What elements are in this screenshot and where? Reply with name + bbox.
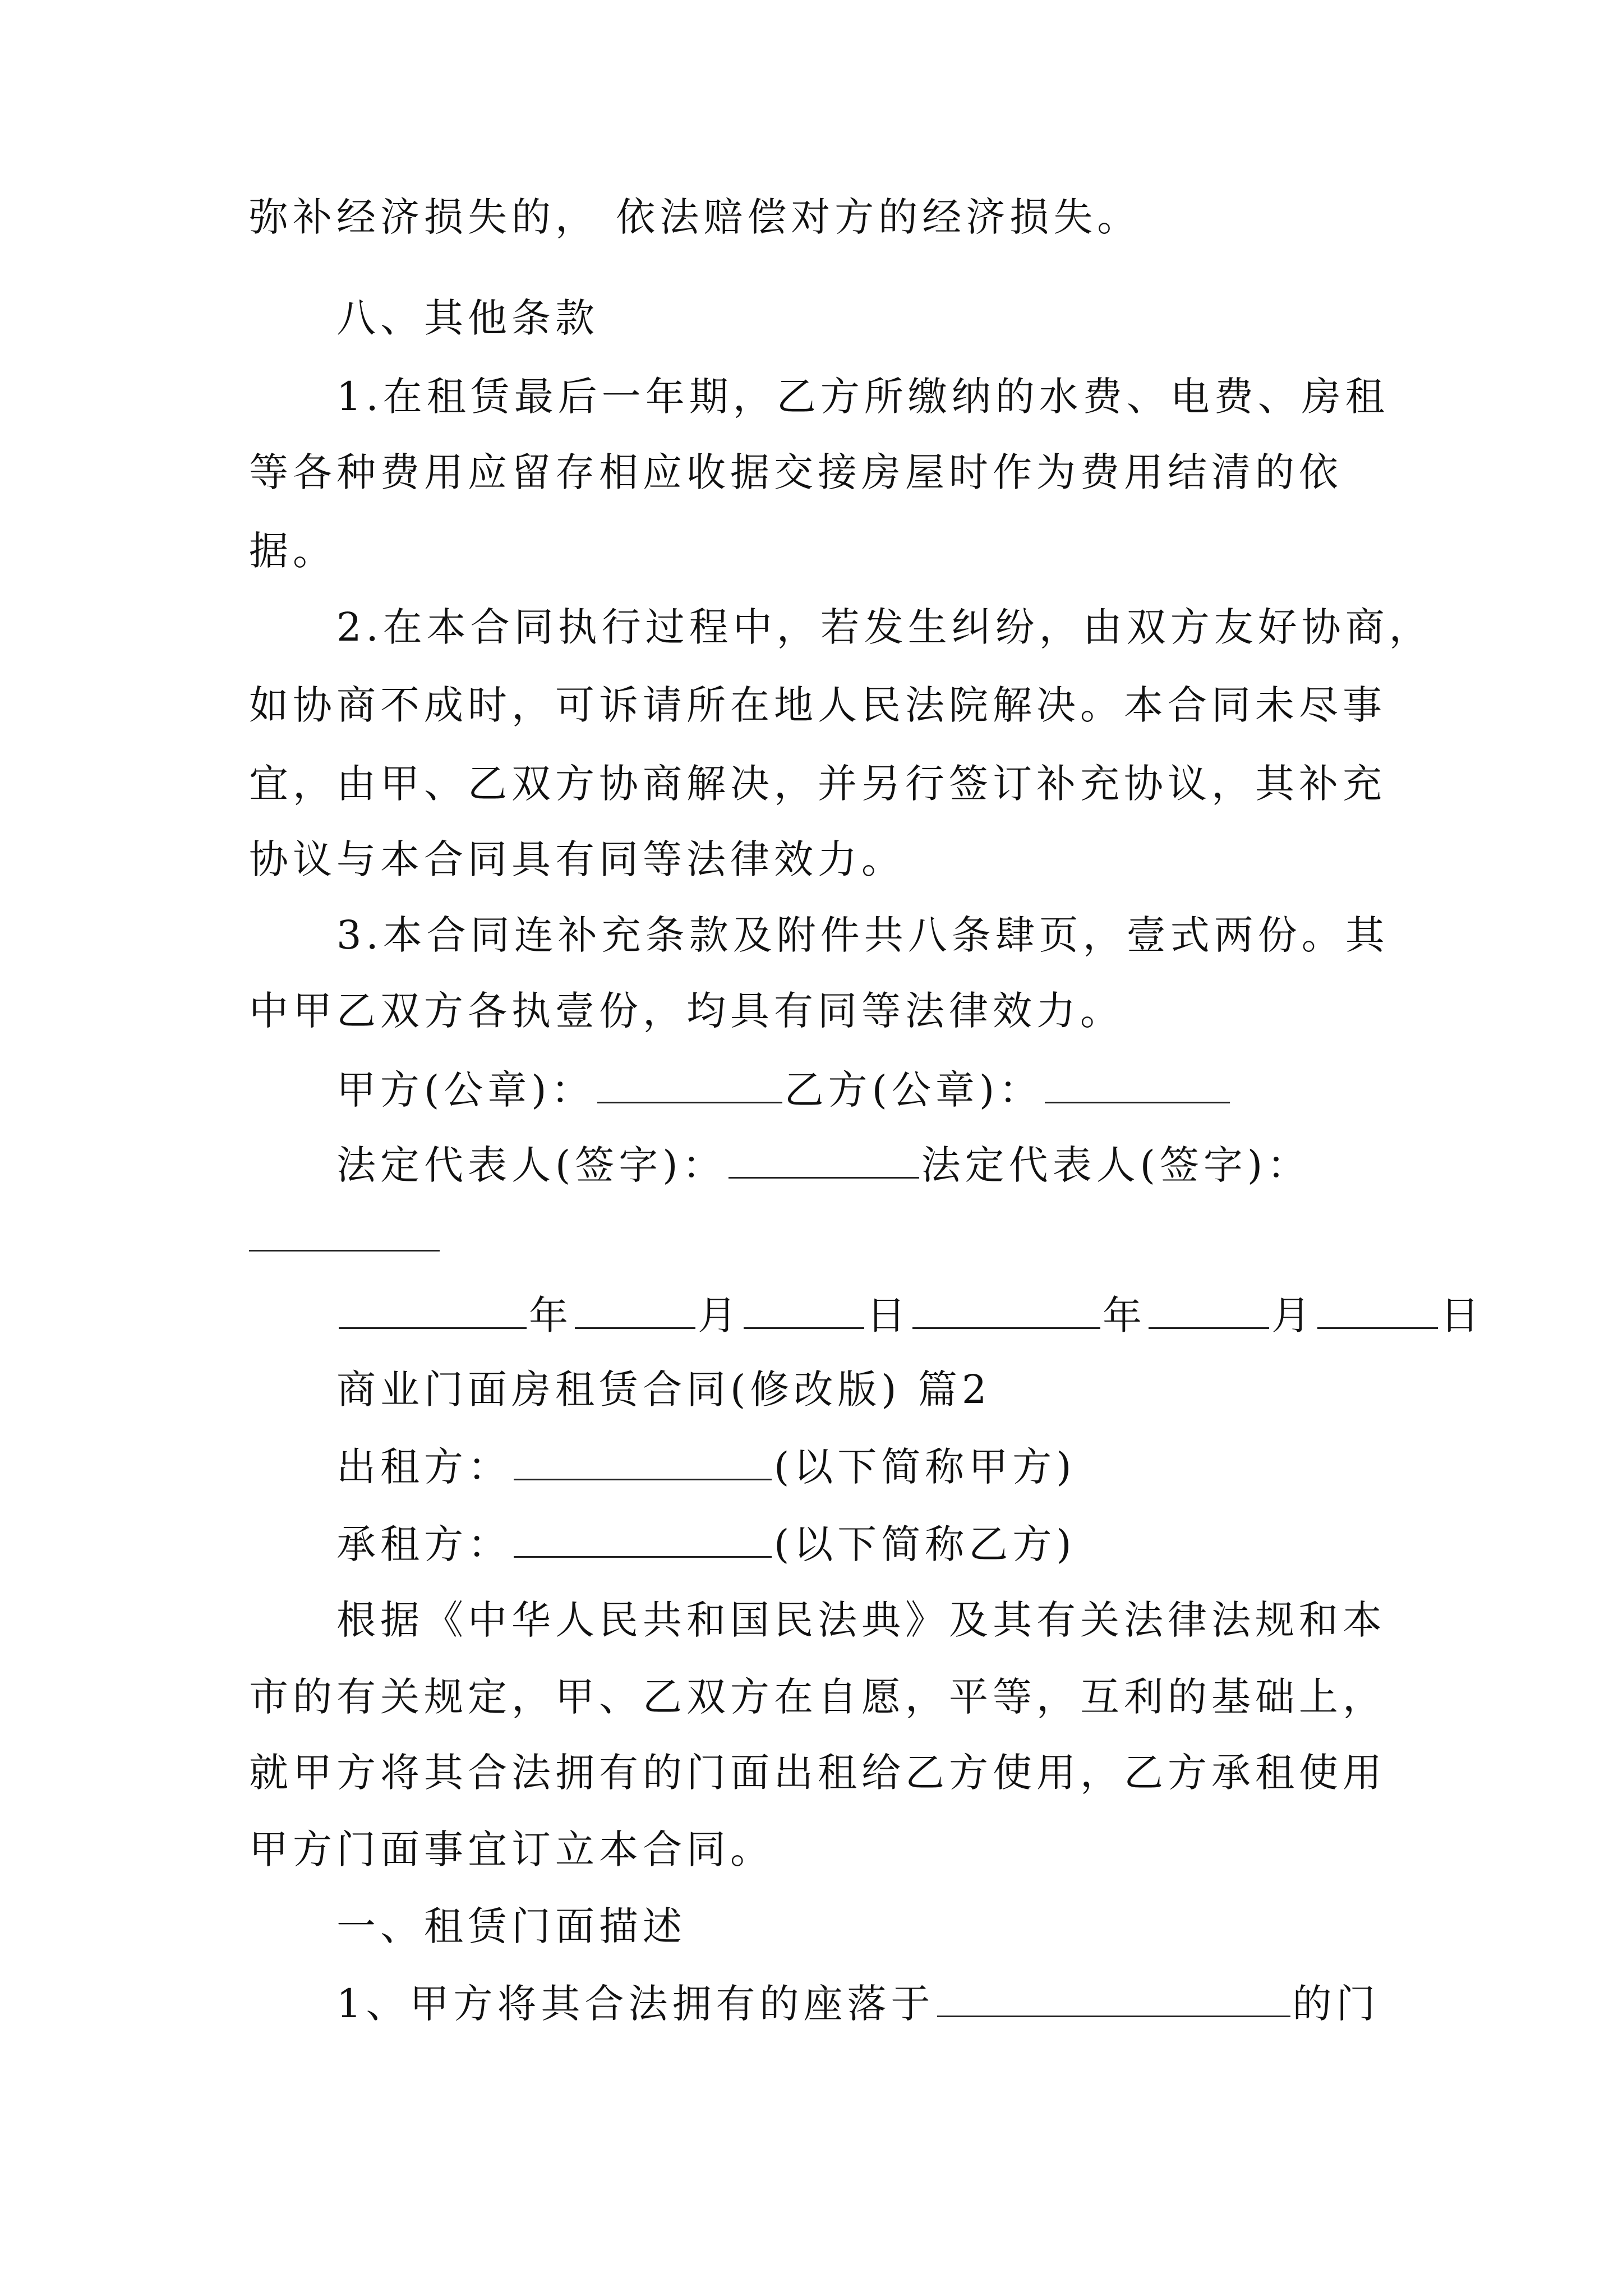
month-blank: [575, 1290, 695, 1329]
date-line: [336, 1290, 1484, 1339]
party-a-seal-label: 甲方(公章)：: [336, 1067, 595, 1113]
paragraph-line: 根据《中华人民共和国民法典》及其有关法律法规和本: [336, 1597, 1386, 1643]
paragraph-line: 宜，由甲、乙双方协商解决，并另行签订补充协议，其补充: [249, 761, 1386, 807]
paragraph-line: 如协商不成时，可诉请所在地人民法院解决。本合同未尽事: [249, 682, 1386, 728]
party-a-seal-blank: [597, 1065, 782, 1103]
year-blank: [339, 1290, 527, 1329]
location-blank: [937, 1978, 1290, 2017]
lessee-blank: [514, 1519, 772, 1558]
lessor-blank: [514, 1442, 772, 1480]
party-b-rep-label: 法定代表人(签字)：: [921, 1142, 1311, 1188]
representative-line: [336, 1140, 1311, 1189]
party-b-seal-blank: [1045, 1065, 1230, 1103]
section-heading: 一、租赁门面描述: [336, 1903, 686, 1949]
lessee-line: [336, 1519, 1076, 1568]
paragraph-line: 市的有关规定，甲、乙双方在自愿，平等，互利的基础上，: [249, 1674, 1386, 1720]
paragraph-line: 2.在本合同执行过程中，若发生纠纷，由双方友好协商，: [336, 604, 1433, 650]
paragraph-line: 等各种费用应留存相应收据交接房屋时作为费用结清的依: [249, 449, 1343, 495]
lessor-label: 出租方：: [336, 1444, 511, 1490]
month-label: 月: [1271, 1292, 1315, 1338]
paragraph-line: 1.在租赁最后一年期，乙方所缴纳的水费、电费、房租: [336, 374, 1389, 420]
paragraph-line: 中甲乙双方各执壹份，均具有同等法律效力。: [249, 988, 1124, 1034]
paragraph-line: 就甲方将其合法拥有的门面出租给乙方使用，乙方承租使用: [249, 1750, 1386, 1796]
paragraph-line: 3.本合同连补充条款及附件共八条肆页，壹式两份。其: [336, 912, 1389, 958]
lessee-note: (以下简称乙方): [774, 1521, 1076, 1567]
party-b-rep-blank: [249, 1250, 440, 1251]
section-heading: 八、其他条款: [336, 295, 599, 341]
year-label: 年: [529, 1292, 573, 1338]
party-b-seal-label: 乙方(公章)：: [784, 1067, 1043, 1113]
paragraph-line: 协议与本合同具有同等法律效力。: [249, 836, 905, 882]
paragraph-line: 弥补经济损失的， 依法赔偿对方的经济损失。: [249, 194, 1141, 240]
day-label: 日: [1440, 1292, 1484, 1338]
day-blank: [744, 1290, 864, 1329]
party-a-rep-label: 法定代表人(签字)：: [336, 1142, 726, 1188]
month-blank: [1149, 1290, 1269, 1329]
location-prefix: 1、甲方将其合法拥有的座落于: [336, 1981, 935, 2027]
year-blank: [912, 1290, 1100, 1329]
lessor-line: [336, 1442, 1076, 1490]
day-label: 日: [866, 1292, 910, 1338]
paragraph-line: 甲方门面事宜订立本合同。: [249, 1826, 774, 1872]
party-a-rep-blank: [728, 1140, 919, 1179]
year-label: 年: [1103, 1292, 1146, 1338]
seal-line: [336, 1065, 1232, 1114]
lessee-label: 承租方：: [336, 1521, 511, 1567]
location-line: [336, 1978, 1380, 2027]
paragraph-line: 据。: [249, 528, 336, 574]
contract-title: 商业门面房租赁合同(修改版) 篇2: [336, 1366, 992, 1412]
lessor-note: (以下简称甲方): [774, 1444, 1076, 1490]
location-suffix: 的门: [1292, 1981, 1380, 2027]
day-blank: [1317, 1290, 1438, 1329]
month-label: 月: [698, 1292, 741, 1338]
